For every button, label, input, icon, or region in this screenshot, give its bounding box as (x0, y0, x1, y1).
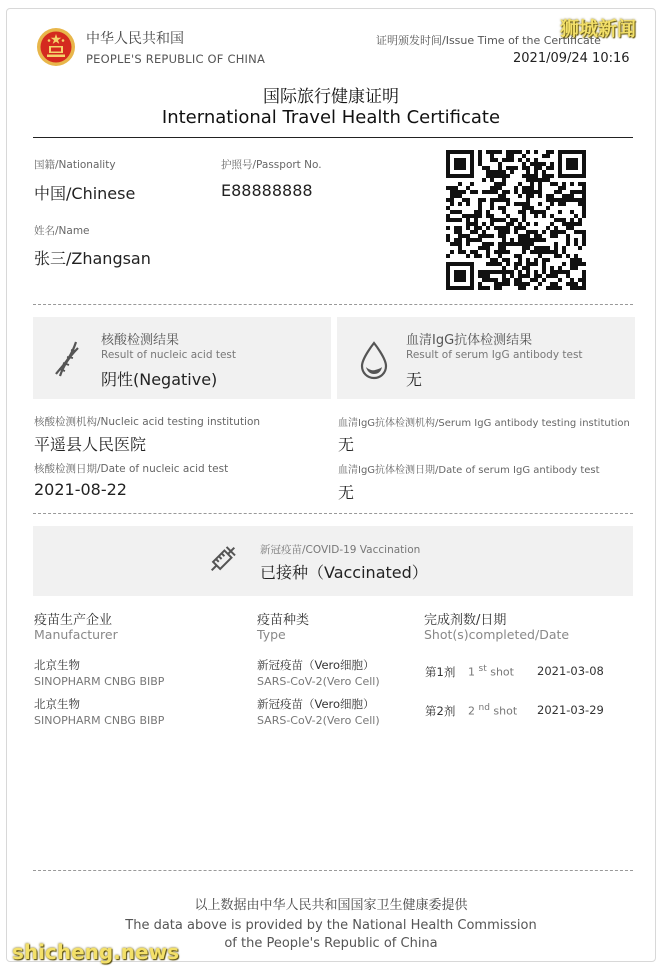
issue-time-value: 2021/09/24 10:16 (513, 51, 630, 66)
serum-result-value: 无 (406, 370, 423, 389)
dashed-divider (33, 304, 633, 305)
country-name-cn: 中华人民共和国 (86, 31, 184, 47)
manufacturer-en: SINOPHARM CNBG BIBP (34, 675, 165, 688)
nucleic-institution-value: 平遥县人民医院 (34, 435, 147, 454)
shot-date: 2021-03-08 (537, 664, 604, 678)
vaccine-type-cn: 新冠疫苗（Vero细胞） (257, 697, 375, 711)
nucleic-title: 核酸检测结果 (101, 333, 180, 348)
nationality-label: 国籍/Nationality (34, 159, 116, 171)
serum-subtitle: Result of serum IgG antibody test (406, 349, 583, 361)
vaccination-status: 已接种（Vaccinated） (260, 563, 428, 582)
footer-source-en-line2: of the People's Republic of China (224, 936, 438, 951)
country-name-en: PEOPLE'S REPUBLIC OF CHINA (86, 52, 266, 66)
blood-drop-icon (358, 340, 390, 380)
dose-ordinal: 2 $^{nd}$ shot (468, 703, 518, 718)
serum-date-value: 无 (338, 483, 355, 502)
shot-date: 2021-03-29 (537, 703, 604, 717)
watermark-top: 狮城新闻 (560, 18, 637, 40)
dose-label: 第1剂 (425, 665, 456, 679)
type-header-cn: 疫苗种类 (257, 613, 310, 628)
dashed-divider (33, 870, 633, 871)
vaccine-type-en: SARS-CoV-2(Vero Cell) (257, 714, 380, 727)
passport-value: E88888888 (221, 181, 313, 200)
national-emblem-icon (36, 27, 76, 67)
nucleic-date-label: 核酸检测日期/Date of nucleic acid test (34, 463, 229, 475)
serum-institution-label: 血清IgG抗体检测机构/Serum IgG antibody testing institution (338, 418, 630, 429)
footer-source-cn: 以上数据由中华人民共和国国家卫生健康委提供 (194, 898, 468, 913)
nucleic-subtitle: Result of nucleic acid test (101, 349, 237, 361)
dose-ordinal: 1 $^{st}$ shot (468, 664, 514, 679)
dna-icon (50, 338, 82, 378)
qr-code (446, 150, 586, 290)
vaccine-type-cn: 新冠疫苗（Vero细胞） (257, 658, 375, 672)
manufacturer-cn: 北京生物 (34, 658, 80, 672)
shots-header-en: Shot(s)completed/Date (424, 627, 570, 642)
passport-label: 护照号/Passport No. (221, 159, 322, 171)
nucleic-date-value: 2021-08-22 (34, 480, 127, 499)
shots-header-cn: 完成剂数/日期 (424, 613, 507, 628)
issue-time-label: 证明颁发时间/Issue Time of the Certificate (376, 34, 601, 47)
watermark-bottom: shicheng.news (12, 940, 179, 964)
name-label: 姓名/Name (34, 225, 90, 237)
type-header-en: Type (257, 627, 286, 642)
manufacturer-en: SINOPHARM CNBG BIBP (34, 714, 165, 727)
dashed-divider (33, 513, 633, 514)
certificate-title-en: International Travel Health Certificate (161, 107, 501, 128)
serum-title: 血清IgG抗体检测结果 (406, 333, 533, 348)
serum-date-label: 血清IgG抗体检测日期/Date of serum IgG antibody test (338, 465, 600, 476)
manufacturer-cn: 北京生物 (34, 697, 80, 711)
nucleic-result-value: 阴性(Negative) (101, 370, 218, 389)
vaccine-type-en: SARS-CoV-2(Vero Cell) (257, 675, 380, 688)
manufacturer-header-cn: 疫苗生产企业 (34, 613, 113, 628)
syringe-icon (205, 541, 241, 577)
manufacturer-header-en: Manufacturer (34, 627, 118, 642)
name-value: 张三/Zhangsan (34, 249, 151, 268)
footer-source-en-line1: The data above is provided by the National Health Commission (125, 918, 537, 933)
nationality-value: 中国/Chinese (34, 184, 136, 203)
dose-label: 第2剂 (425, 704, 456, 718)
nucleic-institution-label: 核酸检测机构/Nucleic acid testing institution (34, 416, 261, 428)
serum-institution-value: 无 (338, 435, 355, 454)
vaccination-title: 新冠疫苗/COVID-19 Vaccination (260, 544, 421, 556)
title-divider (33, 137, 633, 138)
certificate-title-cn: 国际旅行健康证明 (263, 87, 399, 107)
